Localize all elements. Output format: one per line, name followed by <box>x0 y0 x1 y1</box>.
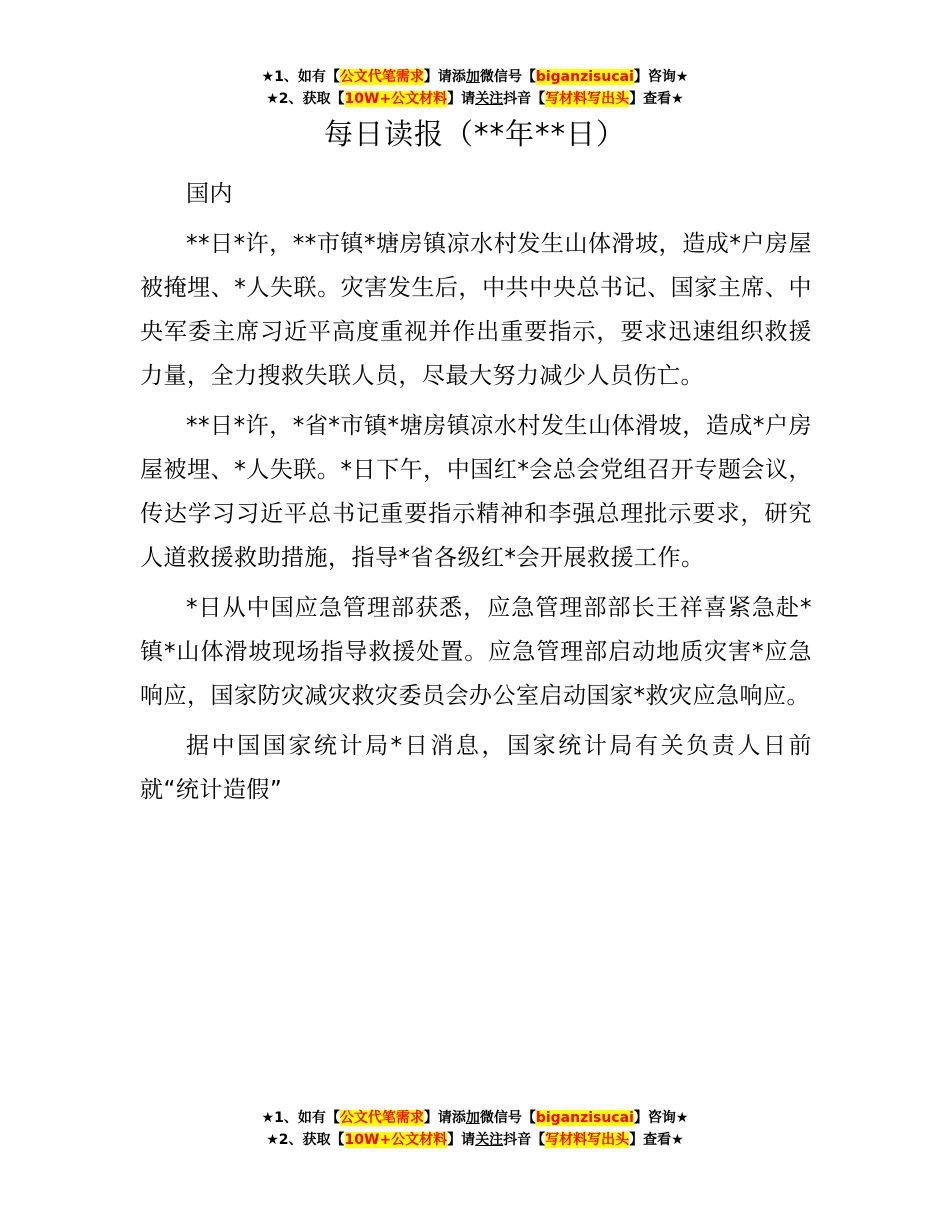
materials-highlight: 10W+公文材料 <box>344 1132 448 1148</box>
banner-text: 抖音【 <box>503 1132 546 1148</box>
banner-text: 】请添 <box>423 69 466 85</box>
service-highlight: 公文代笔需求 <box>339 69 424 85</box>
banner-text: 关注 <box>475 1132 504 1148</box>
banner-text: 】查看★ <box>629 1132 684 1148</box>
wechat-id-highlight: biganzisucai <box>535 1110 634 1126</box>
banner-text: 关注 <box>475 91 504 107</box>
wechat-id-highlight: biganzisucai <box>535 69 634 85</box>
banner-text: 】请添 <box>423 1110 466 1126</box>
douyin-highlight: 写材料写出头 <box>545 91 630 107</box>
paragraph: **日*许，**市镇*塘房镇凉水村发生山体滑坡，造成*户房屋被掩埋、*人失联。灾害发生后，中共中央总书记、国家主席、中央军委主席习近平高度重视并作出重要指示，要求迅速组织救援力量，全力搜救失联人员，尽最大努力减少人员伤亡。 <box>140 231 812 389</box>
footer-banner <box>0 1107 950 1151</box>
service-highlight: 公文代笔需求 <box>339 1110 424 1126</box>
banner-text: 微信号【 <box>479 1110 536 1126</box>
paragraph: 据中国国家统计局*日消息，国家统计局有关负责人日前就“统计造假” <box>140 733 812 803</box>
banner-text: ★2、获取【 <box>266 91 345 107</box>
douyin-highlight: 写材料写出头 <box>545 1132 630 1148</box>
banner-text: 】咨询★ <box>633 1110 689 1126</box>
page-title: 每日读报（**年**日） <box>323 117 626 151</box>
banner-text: ★2、获取【 <box>266 1132 345 1148</box>
banner-text: ★1、如有【 <box>261 1110 340 1126</box>
banner-text: 】咨询★ <box>633 69 689 85</box>
banner-text: 微信号【 <box>479 69 536 85</box>
section-heading: 国内 <box>186 181 233 207</box>
materials-highlight: 10W+公文材料 <box>344 91 448 107</box>
banner-text: 加 <box>465 1110 480 1126</box>
header-banner <box>0 66 950 110</box>
banner-text: 加 <box>465 69 480 85</box>
banner-text: 抖音【 <box>503 91 546 107</box>
paragraph: **日*许，*省*市镇*塘房镇凉水村发生山体滑坡，造成*户房屋被埋、*人失联。*日下午，中国红*会总会党组召开专题会议，传达学习习近平总书记重要指示精神和李强总理批示要求，研究人道救援救助措施，指导*省各级红*会开展救援工作。 <box>140 413 812 571</box>
banner-line-2 <box>0 88 950 110</box>
banner-line-1 <box>0 66 950 88</box>
banner-text: ★1、如有【 <box>261 69 340 85</box>
banner-text: 】请 <box>447 91 476 107</box>
banner-line-1 <box>0 1107 950 1129</box>
banner-text: 】查看★ <box>629 91 684 107</box>
banner-line-2 <box>0 1129 950 1151</box>
document-body <box>140 172 812 818</box>
paragraph: *日从中国应急管理部获悉，应急管理部部长王祥喜紧急赴*镇*山体滑坡现场指导救援处置。应急管理部启动地质灾害*应急响应，国家防灾减灾救灾委员会办公室启动国家*救灾应急响应。 <box>140 595 812 709</box>
banner-text: 】请 <box>447 1132 476 1148</box>
